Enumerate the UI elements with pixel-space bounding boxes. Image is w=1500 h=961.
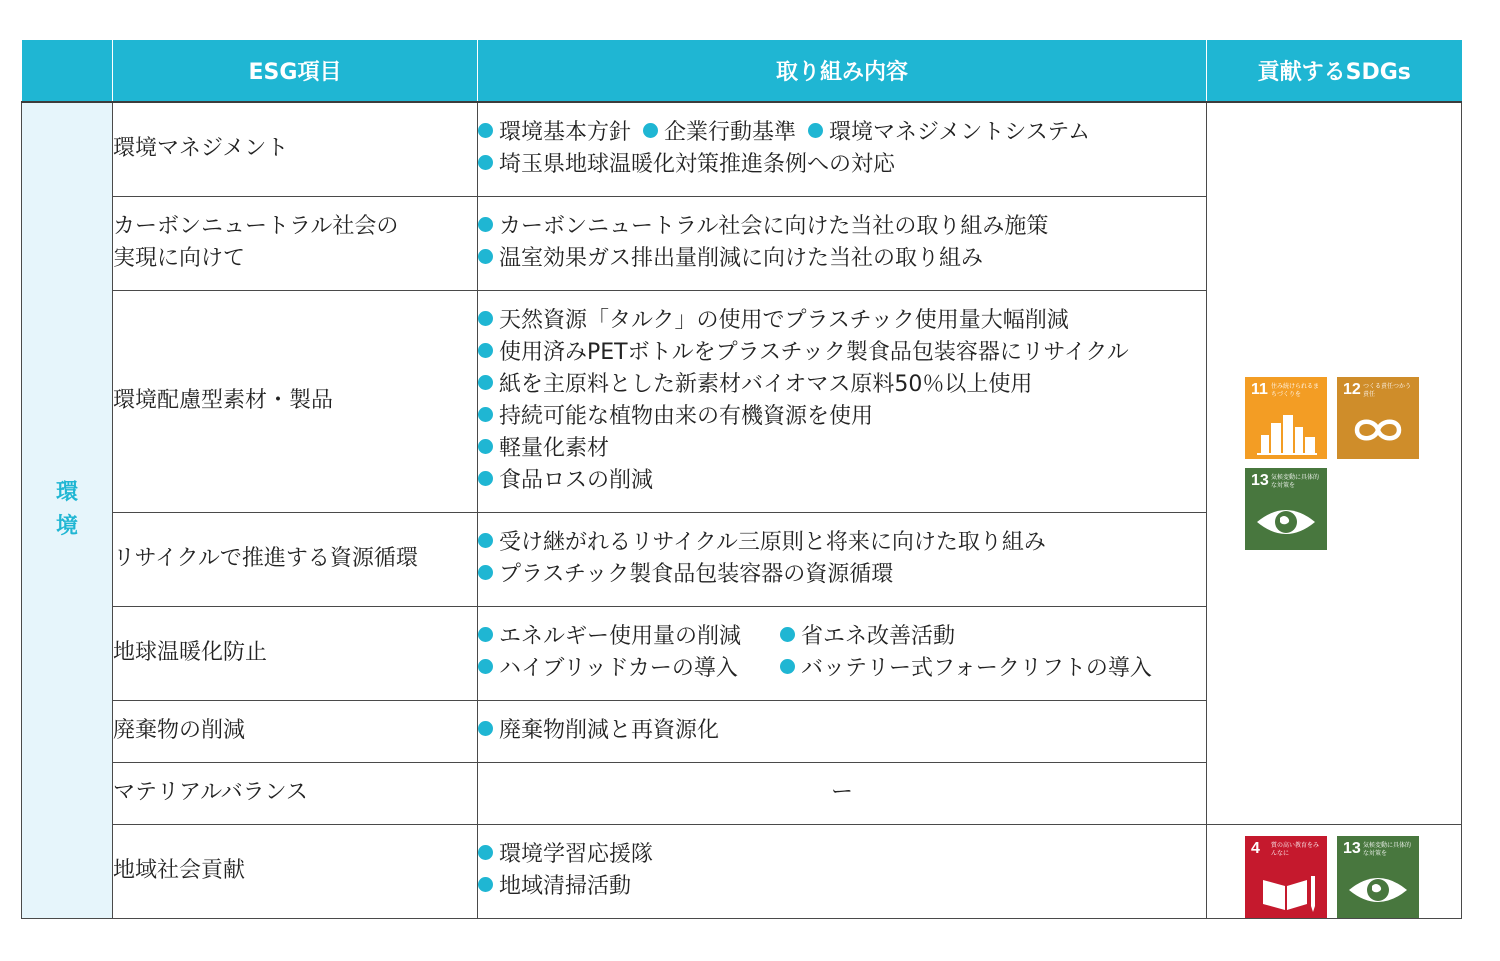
bullet-item: 省エネ改善活動: [780, 621, 955, 653]
bullet-item: 環境マネジメントシステム: [808, 117, 1090, 149]
bullet-item: バッテリー式フォークリフトの導入: [780, 653, 1152, 685]
bullet-dot-icon: [478, 375, 493, 390]
content-cell: [478, 196, 1207, 290]
sdg-goal-number: 13: [1251, 471, 1269, 489]
content-cell: [478, 700, 1207, 762]
esg-item: リサイクルで推進する資源循環: [113, 512, 478, 606]
esg-item: 地球温暖化防止: [113, 606, 478, 700]
bullet-dot-icon: [808, 123, 823, 138]
esg-item: 環境配慮型素材・製品: [113, 290, 478, 512]
bullet-dot-icon: [478, 471, 493, 486]
sdg-icon-group: [1207, 825, 1461, 918]
bullet-item: 環境基本方針: [478, 117, 631, 149]
sdg-goal-12-icon: [1337, 377, 1419, 459]
sdg-goal-caption: 住み続けられるまちづくりを: [1271, 382, 1320, 398]
esg-table: [21, 40, 1462, 919]
bullet-dot-icon: [478, 721, 493, 736]
sdg-goal-number: 11: [1251, 380, 1268, 398]
bullet-dot-icon: [478, 311, 493, 326]
content-cell: [478, 290, 1207, 512]
bullet-dot-icon: [478, 155, 493, 170]
sdgs-cell-environment: [1207, 102, 1462, 824]
bullet-item: 企業行動基準: [643, 117, 796, 149]
table-row: [22, 102, 1462, 196]
bullet-item: 持続可能な植物由来の有機資源を使用: [478, 401, 1206, 433]
bullet-item: 温室効果ガス排出量削減に向けた当社の取り組み: [478, 243, 1206, 275]
header-sdgs: 貢献するSDGs: [1207, 40, 1462, 102]
bullet-item: カーボンニュートラル社会に向けた当社の取り組み施策: [478, 211, 1206, 243]
bullet-dot-icon: [478, 659, 493, 674]
sdg-goal-number: 13: [1343, 839, 1361, 857]
bullet-dot-icon: [643, 123, 658, 138]
bullet-dot-icon: [478, 439, 493, 454]
bullet-dot-icon: [478, 407, 493, 422]
sdg-goal-caption: 質の高い教育をみんなに: [1271, 841, 1320, 857]
content-cell: [478, 762, 1207, 824]
bullet-item: 紙を主原料とした新素材バイオマス原料50％以上使用: [478, 369, 1206, 401]
sdg-goal-4-icon: [1245, 836, 1327, 918]
content-cell: [478, 102, 1207, 196]
bullet-dot-icon: [478, 845, 493, 860]
sdg-goal-number: 12: [1343, 380, 1361, 398]
bullet-dot-icon: [478, 627, 493, 642]
sdgs-cell-community: [1207, 824, 1462, 918]
bullet-item: 軽量化素材: [478, 433, 1206, 465]
bullet-item: プラスチック製食品包装容器の資源循環: [478, 559, 1206, 591]
bullet-dot-icon: [478, 565, 493, 580]
dash-placeholder: ー: [830, 780, 853, 805]
header-blank: [22, 40, 113, 102]
bullet-item: ハイブリッドカーの導入: [478, 653, 768, 685]
bullet-item: 埼玉県地球温暖化対策推進条例への対応: [478, 149, 1206, 181]
esg-item: 地域社会貢献: [113, 824, 478, 918]
esg-item: 環境マネジメント: [113, 102, 478, 196]
bullet-dot-icon: [478, 343, 493, 358]
content-cell: [478, 512, 1207, 606]
esg-item: 廃棄物の削減: [113, 700, 478, 762]
bullet-dot-icon: [780, 627, 795, 642]
sdg-goal-caption: つくる責任つかう責任: [1363, 382, 1412, 398]
bullet-dot-icon: [478, 123, 493, 138]
bullet-item: 廃棄物削減と再資源化: [478, 715, 1206, 747]
sdg-goal-number: 4: [1251, 839, 1260, 857]
sdg-goal-caption: 気候変動に具体的な対策を: [1363, 841, 1412, 857]
bullet-dot-icon: [478, 533, 493, 548]
category-environment: 環 境: [22, 102, 113, 918]
sdg-goal-caption: 気候変動に具体的な対策を: [1271, 473, 1320, 489]
bullet-item: 地域清掃活動: [478, 871, 1206, 903]
bullet-dot-icon: [780, 659, 795, 674]
header-esg-item: ESG項目: [113, 40, 478, 102]
bullet-item: 環境学習応援隊: [478, 839, 1206, 871]
bullet-item: 天然資源「タルク」の使用でプラスチック使用量大幅削減: [478, 305, 1206, 337]
esg-item: カーボンニュートラル社会の 実現に向けて: [113, 196, 478, 290]
sdg-goal-11-icon: [1245, 377, 1327, 459]
esg-item: マテリアルバランス: [113, 762, 478, 824]
sdg-goal-13-icon: [1245, 468, 1327, 550]
header-content: 取り組み内容: [478, 40, 1207, 102]
bullet-item: 使用済みPETボトルをプラスチック製食品包装容器にリサイクル: [478, 337, 1206, 369]
bullet-item: 受け継がれるリサイクル三原則と将来に向けた取り組み: [478, 527, 1206, 559]
content-cell: [478, 824, 1207, 918]
bullet-dot-icon: [478, 877, 493, 892]
sdg-icon-group: [1207, 377, 1461, 550]
bullet-dot-icon: [478, 249, 493, 264]
bullet-item: エネルギー使用量の削減: [478, 621, 768, 653]
table-row: [22, 824, 1462, 918]
bullet-dot-icon: [478, 217, 493, 232]
content-cell: [478, 606, 1207, 700]
bullet-item: 食品ロスの削減: [478, 465, 1206, 497]
sdg-goal-13-icon: [1337, 836, 1419, 918]
header-row: [22, 40, 1462, 102]
